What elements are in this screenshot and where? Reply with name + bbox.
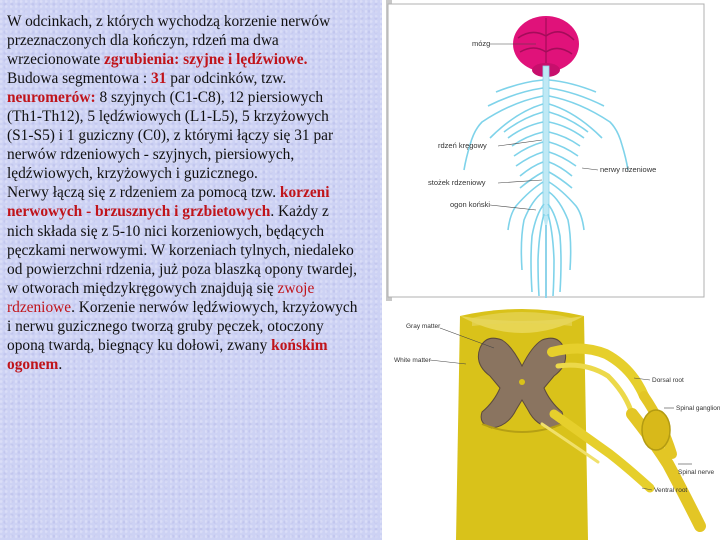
- p2-text-a: Budowa segmentowa :: [7, 70, 152, 88]
- p2-highlight-neuromery: neuromerów:: [7, 89, 96, 107]
- p3-text-c: . Korzenie nerwów lędźwiowych, krzyżowych i nerwu guzicznego tworzą gruby pęczek, otoczony oponą twardą, biegnący ku dołowi, zwany: [7, 298, 358, 354]
- p2-text-b: par odcinków, tzw.: [166, 70, 287, 88]
- label-cauda: ogon koński: [450, 200, 491, 209]
- p2-highlight-number: 31: [151, 70, 167, 88]
- label-conus: stożek rdzeniowy: [428, 178, 486, 187]
- p3-highlight-roots: korzeni nerwowych - brzusznych i grzbietowych: [7, 184, 330, 221]
- label-gray-matter: Gray matter: [406, 323, 441, 330]
- nervous-system-figure: [386, 0, 720, 301]
- p3-text-b: . Każdy z nich składa się z 5-10 nici korzeniowych, będących pęczkami nerwowymi. W korzeniach tylnych, niedaleko od powierzchni rdzenia, już poza blaszką opony twardej, w otworach międzykręgowych znajdują się: [7, 203, 358, 297]
- label-brain: mózg: [472, 39, 491, 48]
- spinal-cord-section-figure: [382, 304, 720, 540]
- p1-text: W odcinkach, z których wychodzą korzenie nerwów przeznaczonych dla kończyn, rdzeń ma dwa wrzecionowate: [7, 13, 331, 69]
- p3-highlight-cauda: końskim ogonem: [7, 336, 328, 373]
- label-dorsal-root: Dorsal root: [652, 377, 684, 384]
- label-spinal-nerve: Spinal nerve: [678, 469, 715, 476]
- label-white-matter: White matter: [394, 357, 431, 364]
- nervous-system-svg: [386, 0, 720, 301]
- label-spinal-ganglion: Spinal ganglion: [676, 405, 720, 412]
- p3-text-d: .: [58, 355, 63, 373]
- p3-text-a: Nerwy łączą się z rdzeniem za pomocą tzw.: [7, 184, 280, 202]
- label-spinal-nerves: nerwy rdzeniowe: [600, 165, 657, 174]
- label-spinal-cord: rdzeń kręgowy: [438, 141, 487, 150]
- spinal-cord-section-svg: [382, 304, 720, 540]
- p3-highlight-ganglia: zwoje rdzeniowe: [7, 279, 315, 316]
- p2-text-c: 8 szyjnych (C1-C8), 12 piersiowych (Th1-Th12), 5 lędźwiowych (L1-L5), 5 krzyżowych (S1-S5) i 1 guziczny (C0), z którymi łączy się 31 par nerwów rdzeniowych - szyjnych, piersiowych, lędźwiowych, krzyżowych i guzicznego.: [7, 89, 334, 183]
- body-text: [7, 12, 359, 374]
- p1-highlight: zgrubienia: szyjne i lędźwiowe.: [104, 51, 308, 69]
- label-ventral-root: Ventral root: [654, 487, 688, 494]
